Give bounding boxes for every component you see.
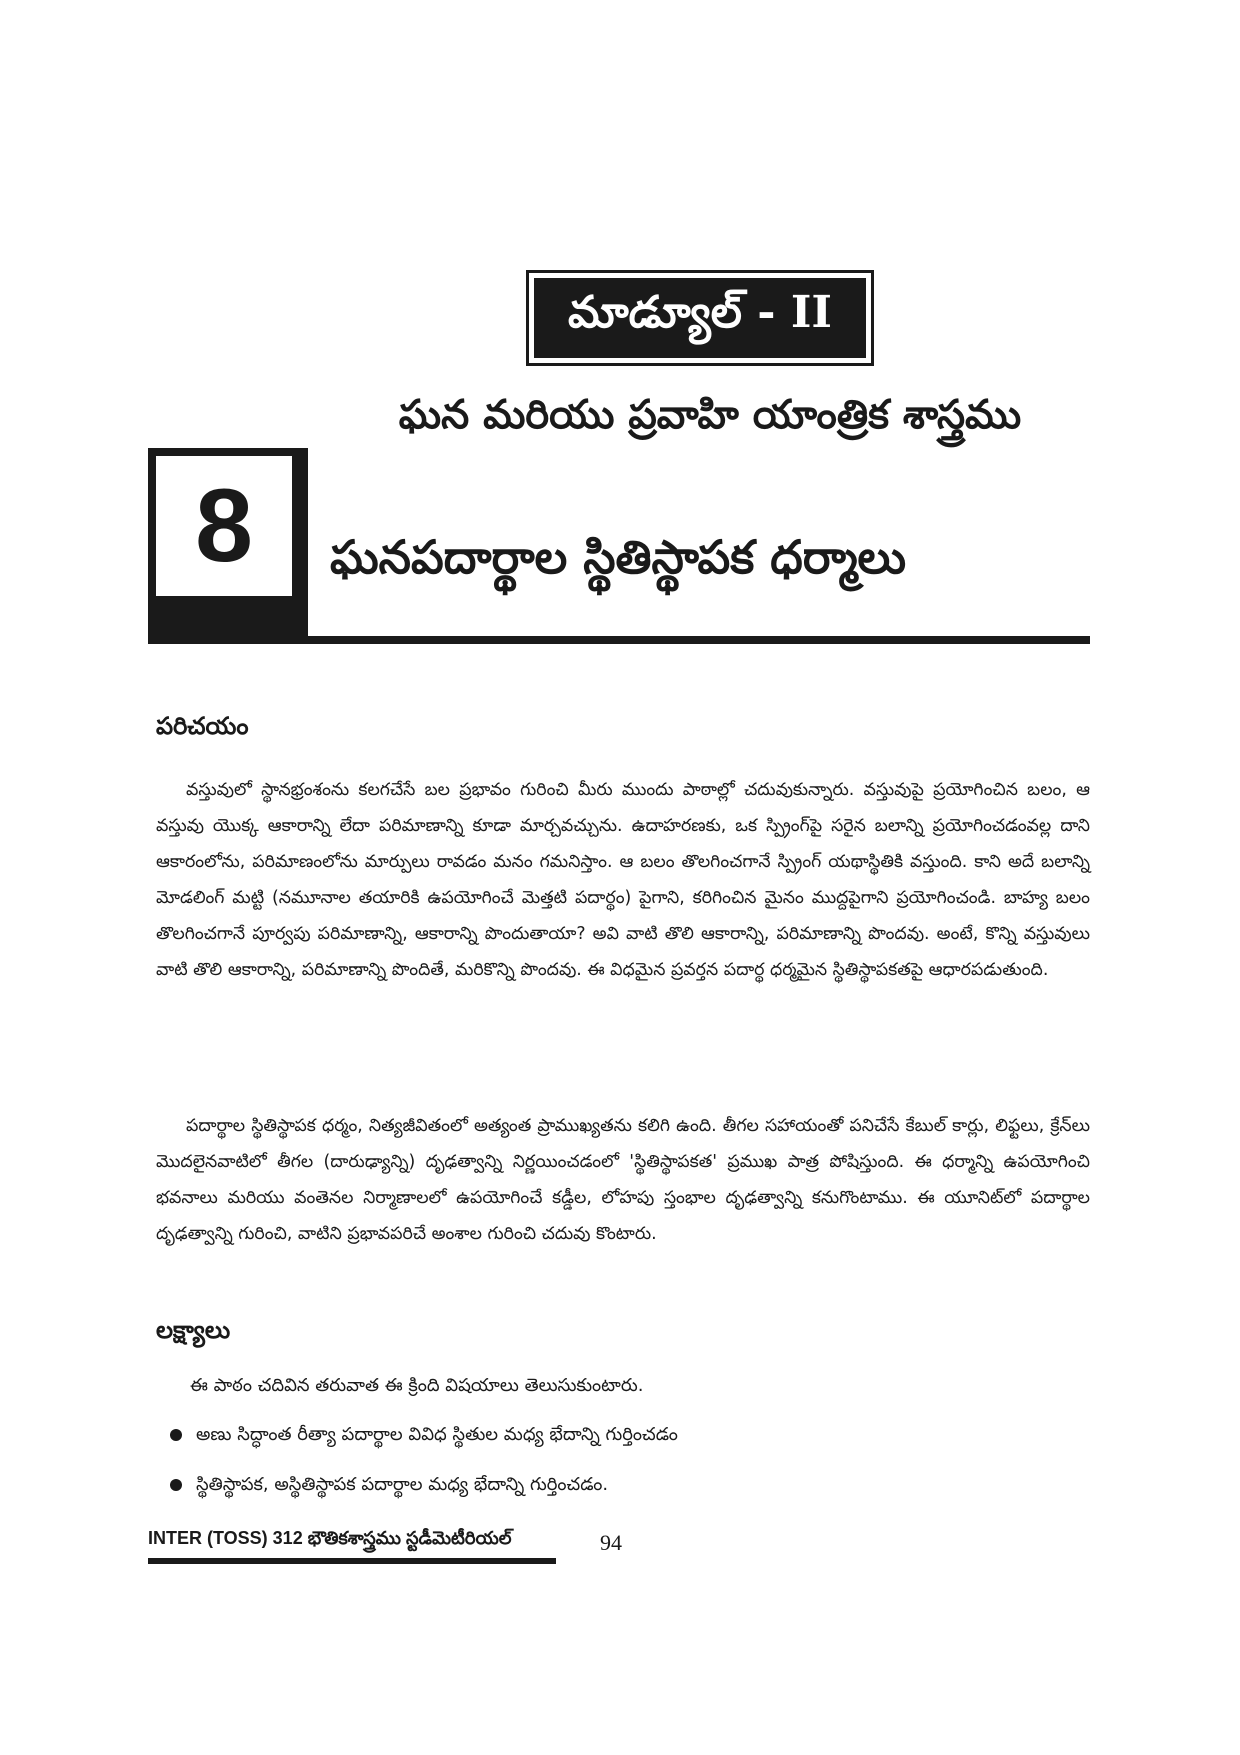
objectives-intro: ఈ పాఠం చదివిన తరువాత ఈ క్రింది విషయాలు తెలుసుకుంటారు. (190, 1375, 644, 1396)
list-item (170, 1474, 608, 1499)
module-label-box (526, 270, 874, 366)
module-label: మాడ్యూల్ - II (534, 278, 866, 358)
introduction-heading: పరిచయం (156, 712, 249, 740)
chapter-divider (148, 636, 1090, 644)
chapter-number: 8 (156, 456, 292, 596)
introduction-paragraph-2: పదార్థాల స్థితిస్థాపక ధర్మం, నిత్యజీవితంలో అత్యంత ప్రాముఖ్యతను కలిగి ఉంది. తీగల సహాయంతో పనిచేసే కేబుల్ కార్లు, లిఫ్టలు, క్రేన్‌లు మొదలైనవాటిలో తీగల (దారుఢ్యాన్ని) దృఢత్వాన్ని నిర్ణయించడంలో 'స్థితిస్థాపకత' ప్రముఖ పాత్ర పోషిస్తుంది. ఈ ధర్మాన్ని ఉపయోగించి భవనాలు మరియు వంతెనల నిర్మాణాలలో ఉపయోగించే కడ్డీల, లోహపు స్తంభాల దృఢత్వాన్ని కనుగొంటాము. ఈ యూనిట్‌లో పదార్థాల దృఢత్వాన్ని గురించి, వాటిని ప్రభావపరిచే అంశాల గురించి చదువు కొంటారు. (156, 1116, 1090, 1244)
objectives-heading: లక్ష్యాలు (156, 1316, 231, 1344)
introduction-paragraph-1: వస్తువులో స్థానభ్రంశంను కలగచేసే బల ప్రభావం గురించి మీరు ముందు పాఠాల్లో చదువుకున్నారు. వస్తువుపై ప్రయోగించిన బలం, ఆ వస్తువు యొక్క ఆకారాన్ని లేదా పరిమాణాన్ని కూడా మార్చవచ్చును. ఉదాహరణకు, ఒక స్ప్రింగ్‌పై సరైన బలాన్ని ప్రయోగించడంవల్ల దాని ఆకారంలోను, పరిమాణంలోను మార్పులు రావడం మనం గమనిస్తాం. ఆ బలం తొలగించగానే స్ప్రింగ్ యథాస్థితికి వస్తుంది. కాని అదే బలాన్ని మోడలింగ్ మట్టి (నమూనాల తయారికి ఉపయోగించే మెత్తటి పదార్థం) పైగాని, కరిగించిన మైనం ముద్దపైగాని ప్రయోగించండి. బాహ్య బలం తొలగించగానే పూర్వపు పరిమాణాన్ని, ఆకారాన్ని పొందుతాయా? అవి వాటి తొలి ఆకారాన్ని, పరిమాణాన్ని పొందవు. అంటే, కొన్ని వస్తువులు వాటి తొలి ఆకారాన్ని, పరిమాణాన్ని పొందితే, మరికొన్ని పొందవు. ఈ విధమైన ప్రవర్తన పదార్థ ధర్మమైన స్థితిస్థాపకతపై ఆధారపడుతుంది. (156, 780, 1090, 980)
unit-title: ఘన మరియు ప్రవాహి యాంత్రిక శాస్త్రము (398, 392, 1022, 438)
list-item (170, 1424, 678, 1449)
bullet-icon (170, 1429, 182, 1441)
list-item-text: స్థితిస్థాపక, అస్థితిస్థాపక పదార్థాల మధ్య భేదాన్ని గుర్తించడం. (196, 1474, 609, 1495)
list-item-text: అణు సిద్ధాంత రీత్యా పదార్థాల వివిధ స్థితుల మధ్య భేదాన్ని గుర్తించడం (196, 1424, 678, 1445)
bullet-icon (170, 1479, 182, 1491)
footer-label: INTER (TOSS) 312 భౌతికశాస్త్రము స్టడీమెటీరియల్ (148, 1528, 556, 1564)
chapter-title: ఘనపదార్థాల స్థితిస్థాపక ధర్మాలు (330, 530, 907, 584)
page-number: 94 (600, 1530, 622, 1555)
chapter-number-block (148, 448, 308, 644)
